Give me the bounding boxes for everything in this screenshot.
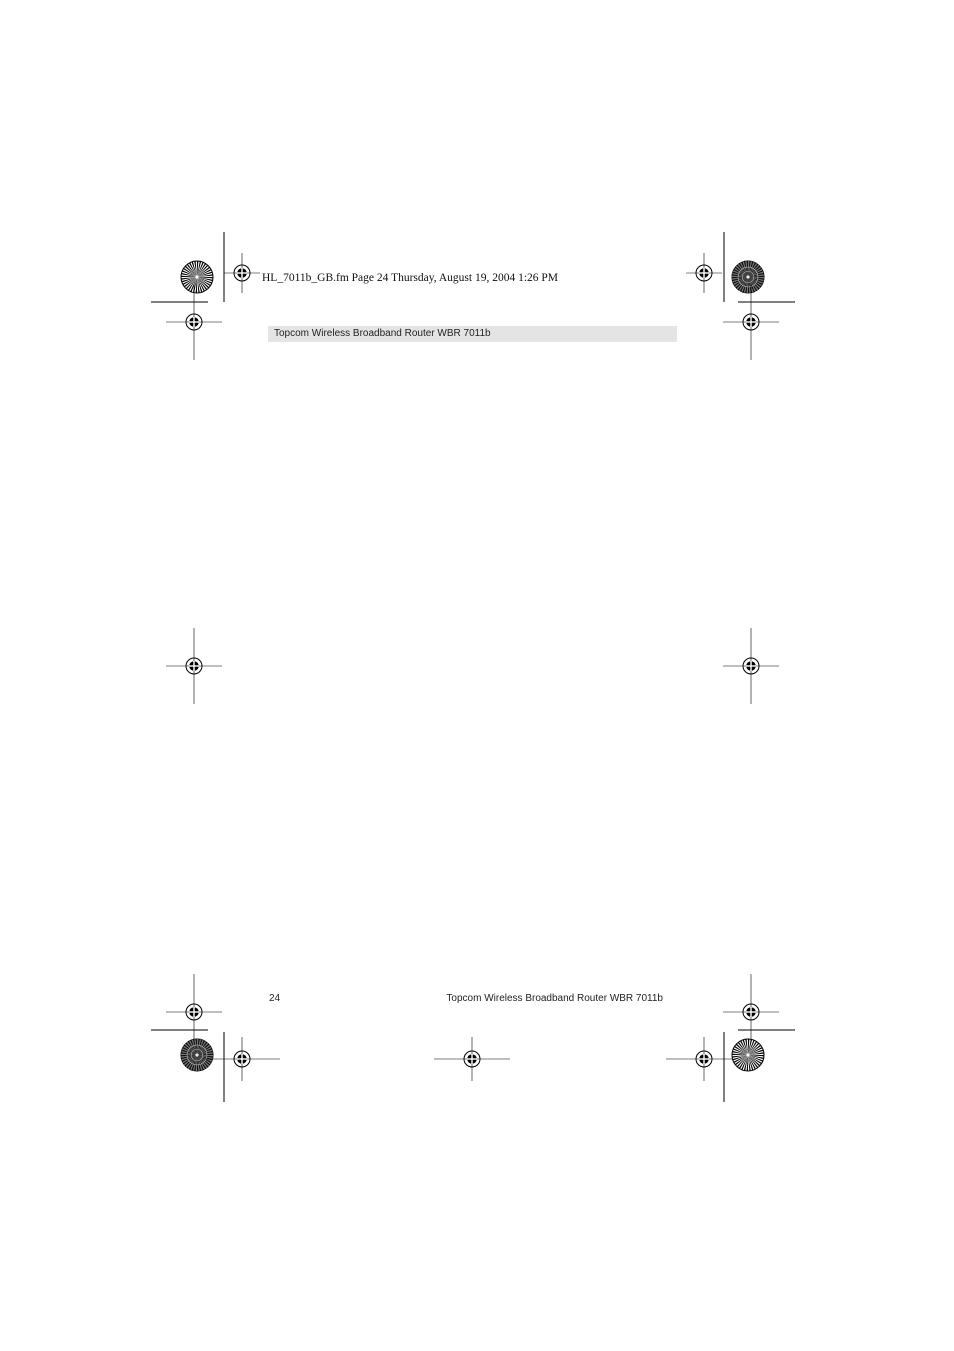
registration-target-icon (204, 1037, 280, 1081)
registration-target-icon (166, 628, 222, 704)
registration-target-icon (723, 974, 779, 1050)
registration-target-icon (166, 284, 222, 360)
registration-target-icon (434, 1037, 510, 1081)
registration-target-icon (723, 284, 779, 360)
registration-target-icon (686, 253, 722, 293)
registration-target-icon (166, 974, 222, 1050)
star-target-icon (181, 1039, 213, 1071)
star-target-icon (732, 261, 764, 293)
registration-target-icon (666, 1037, 742, 1081)
file-slug-line: HL_7011b_GB.fm Page 24 Thursday, August 19, 2004 1:26 PM (262, 272, 559, 284)
footer-title: Topcom Wireless Broadband Router WBR 7011b (446, 993, 663, 1004)
registration-target-icon (723, 628, 779, 704)
star-target-icon (732, 1039, 764, 1071)
registration-target-icon (224, 253, 260, 293)
header-title: Topcom Wireless Broadband Router WBR 7011b (274, 328, 491, 339)
page-number: 24 (269, 993, 281, 1004)
running-header (268, 326, 677, 342)
star-target-icon (181, 261, 213, 293)
